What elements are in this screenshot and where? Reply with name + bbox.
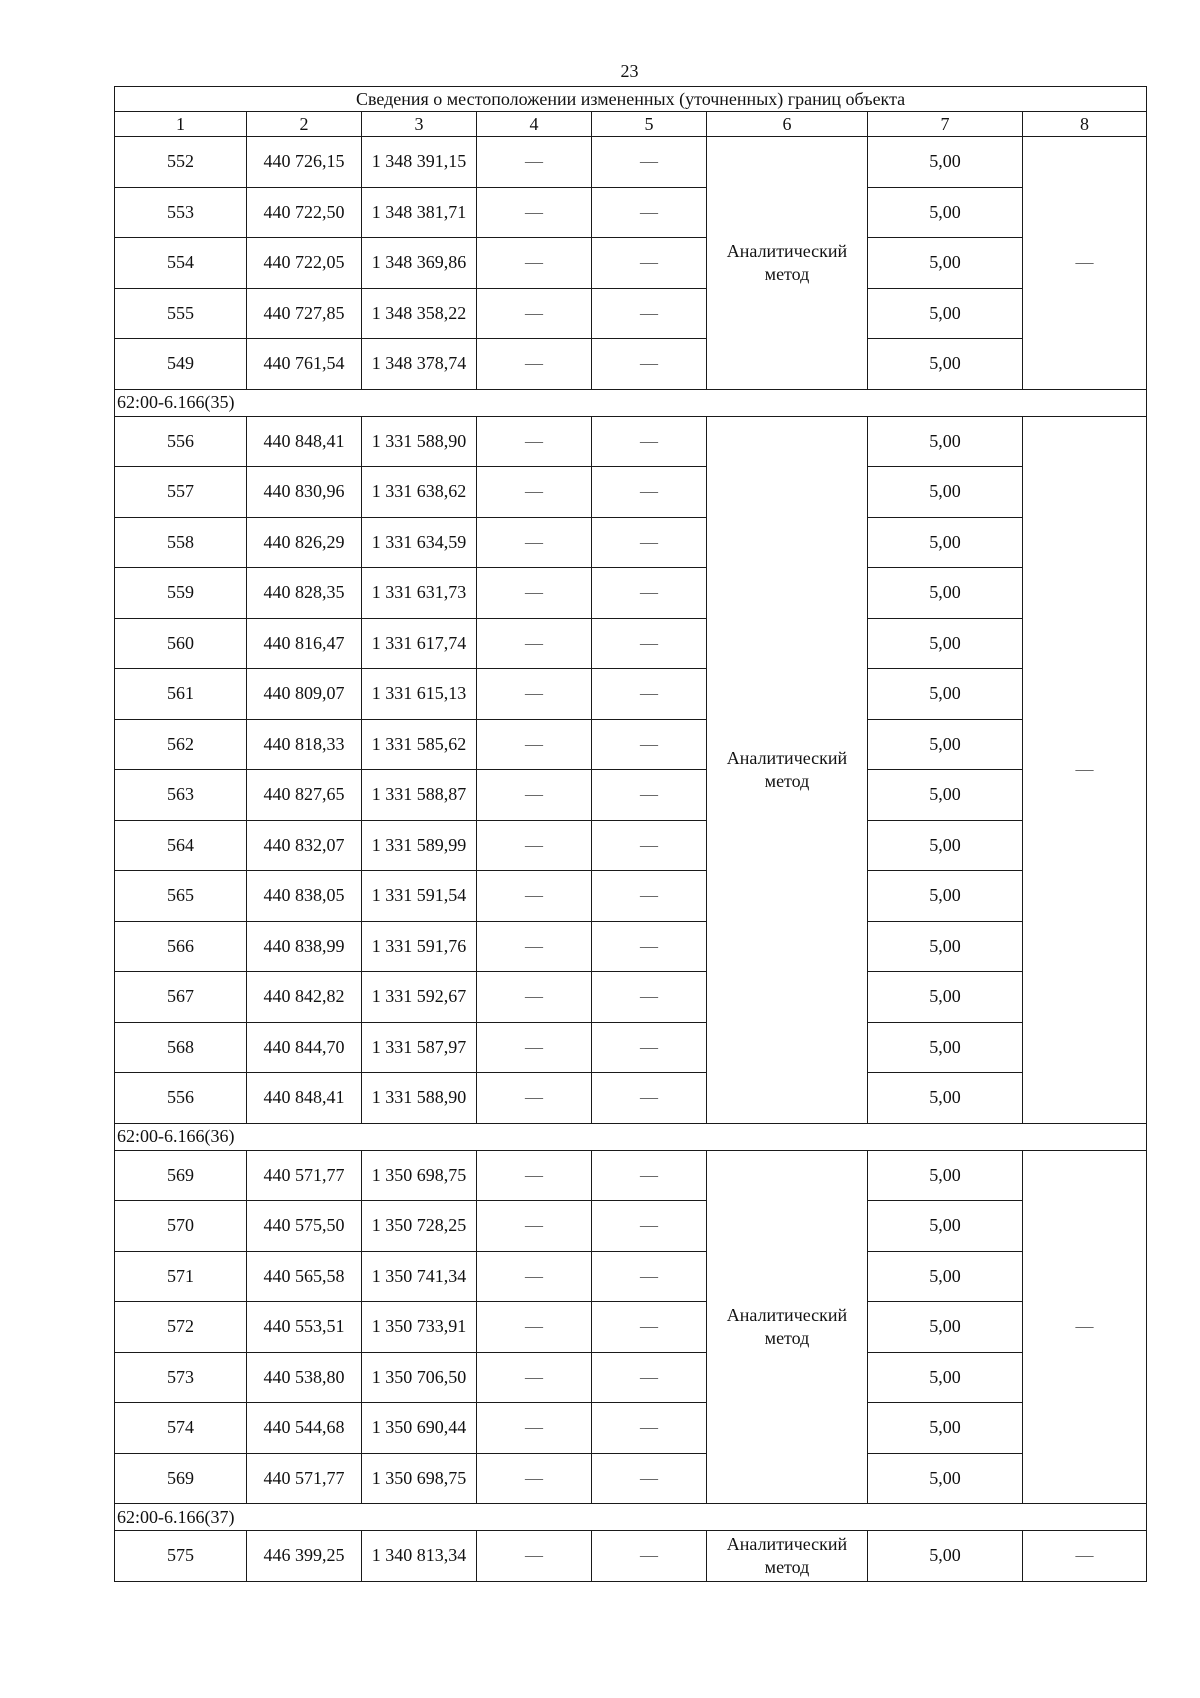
column-5-value: — xyxy=(592,1403,707,1454)
table-row xyxy=(115,1022,1147,1073)
precision-value: 5,00 xyxy=(868,1453,1023,1504)
point-number: 562 xyxy=(115,719,247,770)
column-5-value: — xyxy=(592,1251,707,1302)
column-4-value: — xyxy=(477,719,592,770)
precision-value: 5,00 xyxy=(868,416,1023,467)
coordinate-x: 440 826,29 xyxy=(247,517,362,568)
coordinate-x: 440 565,58 xyxy=(247,1251,362,1302)
table-row xyxy=(115,1251,1147,1302)
point-number: 560 xyxy=(115,618,247,669)
column-number: 7 xyxy=(868,112,1023,137)
precision-value: 5,00 xyxy=(868,288,1023,339)
column-4-value: — xyxy=(477,1073,592,1124)
point-number: 556 xyxy=(115,1073,247,1124)
coordinate-y: 1 331 591,76 xyxy=(362,921,477,972)
table-row xyxy=(115,1453,1147,1504)
point-number: 571 xyxy=(115,1251,247,1302)
coordinate-y: 1 331 638,62 xyxy=(362,467,477,518)
column-4-value: — xyxy=(477,568,592,619)
coordinate-y: 1 331 592,67 xyxy=(362,972,477,1023)
point-number: 549 xyxy=(115,339,247,390)
table-row xyxy=(115,1302,1147,1353)
column-5-value: — xyxy=(592,820,707,871)
coordinate-x: 440 848,41 xyxy=(247,1073,362,1124)
coordinate-x: 440 727,85 xyxy=(247,288,362,339)
precision-value: 5,00 xyxy=(868,618,1023,669)
column-4-value: — xyxy=(477,770,592,821)
table-row xyxy=(115,1403,1147,1454)
column-number: 3 xyxy=(362,112,477,137)
table-row xyxy=(115,972,1147,1023)
coordinate-x: 440 722,05 xyxy=(247,238,362,289)
column-5-value: — xyxy=(592,1531,707,1582)
column-4-value: — xyxy=(477,1150,592,1201)
column-5-value: — xyxy=(592,238,707,289)
precision-value: 5,00 xyxy=(868,1531,1023,1582)
coordinate-y: 1 331 588,87 xyxy=(362,770,477,821)
precision-value: 5,00 xyxy=(868,871,1023,922)
coordinate-y: 1 331 585,62 xyxy=(362,719,477,770)
table-row xyxy=(115,618,1147,669)
precision-value: 5,00 xyxy=(868,517,1023,568)
column-4-value: — xyxy=(477,1022,592,1073)
table-row xyxy=(115,187,1147,238)
group-label-row xyxy=(115,1504,1147,1531)
coordinate-y: 1 348 369,86 xyxy=(362,238,477,289)
column-5-value: — xyxy=(592,137,707,188)
precision-value: 5,00 xyxy=(868,1302,1023,1353)
column-4-value: — xyxy=(477,1302,592,1353)
coordinate-y: 1 350 698,75 xyxy=(362,1150,477,1201)
precision-value: 5,00 xyxy=(868,669,1023,720)
coordinate-x: 440 816,47 xyxy=(247,618,362,669)
coordinate-x: 440 838,99 xyxy=(247,921,362,972)
precision-value: 5,00 xyxy=(868,1150,1023,1201)
table-caption: Сведения о местоположении измененных (уточненных) границ объекта xyxy=(115,87,1147,112)
boundary-coordinates-table xyxy=(114,86,1147,1582)
table-row xyxy=(115,820,1147,871)
point-number: 556 xyxy=(115,416,247,467)
point-number: 573 xyxy=(115,1352,247,1403)
point-number: 575 xyxy=(115,1531,247,1582)
point-number: 558 xyxy=(115,517,247,568)
precision-value: 5,00 xyxy=(868,1201,1023,1252)
column-5-value: — xyxy=(592,288,707,339)
cadastral-group-label: 62:00-6.166(35) xyxy=(115,389,1147,416)
cadastral-group-label: 62:00-6.166(37) xyxy=(115,1504,1147,1531)
point-number: 554 xyxy=(115,238,247,289)
coordinate-y: 1 348 391,15 xyxy=(362,137,477,188)
column-4-value: — xyxy=(477,1403,592,1454)
precision-value: 5,00 xyxy=(868,137,1023,188)
coordinate-y: 1 331 588,90 xyxy=(362,416,477,467)
determination-method: Аналитический метод xyxy=(707,1150,868,1504)
determination-method: Аналитический метод xyxy=(707,1531,868,1582)
precision-value: 5,00 xyxy=(868,1352,1023,1403)
column-8-value: — xyxy=(1023,1150,1147,1504)
column-8-value: — xyxy=(1023,137,1147,390)
column-4-value: — xyxy=(477,921,592,972)
coordinate-x: 440 571,77 xyxy=(247,1150,362,1201)
precision-value: 5,00 xyxy=(868,972,1023,1023)
point-number: 552 xyxy=(115,137,247,188)
coordinate-y: 1 350 706,50 xyxy=(362,1352,477,1403)
precision-value: 5,00 xyxy=(868,820,1023,871)
column-4-value: — xyxy=(477,339,592,390)
column-8-value: — xyxy=(1023,416,1147,1123)
table-row xyxy=(115,339,1147,390)
table-row xyxy=(115,1201,1147,1252)
point-number: 553 xyxy=(115,187,247,238)
table-row xyxy=(115,1150,1147,1201)
point-number: 555 xyxy=(115,288,247,339)
table-row xyxy=(115,467,1147,518)
coordinate-x: 446 399,25 xyxy=(247,1531,362,1582)
point-number: 557 xyxy=(115,467,247,518)
column-5-value: — xyxy=(592,618,707,669)
table-row xyxy=(115,1352,1147,1403)
table-row xyxy=(115,770,1147,821)
coordinate-y: 1 350 741,34 xyxy=(362,1251,477,1302)
coordinate-y: 1 331 617,74 xyxy=(362,618,477,669)
coordinate-x: 440 827,65 xyxy=(247,770,362,821)
column-5-value: — xyxy=(592,416,707,467)
point-number: 561 xyxy=(115,669,247,720)
column-5-value: — xyxy=(592,770,707,821)
coordinate-x: 440 844,70 xyxy=(247,1022,362,1073)
column-5-value: — xyxy=(592,1150,707,1201)
point-number: 569 xyxy=(115,1150,247,1201)
point-number: 569 xyxy=(115,1453,247,1504)
column-8-value: — xyxy=(1023,1531,1147,1582)
column-4-value: — xyxy=(477,416,592,467)
coordinate-x: 440 828,35 xyxy=(247,568,362,619)
determination-method: Аналитический метод xyxy=(707,137,868,390)
precision-value: 5,00 xyxy=(868,921,1023,972)
table-row xyxy=(115,416,1147,467)
table-body xyxy=(115,137,1147,1582)
determination-method: Аналитический метод xyxy=(707,416,868,1123)
precision-value: 5,00 xyxy=(868,1073,1023,1124)
page-number: 23 xyxy=(620,61,639,81)
precision-value: 5,00 xyxy=(868,568,1023,619)
point-number: 568 xyxy=(115,1022,247,1073)
coordinate-x: 440 726,15 xyxy=(247,137,362,188)
coordinate-y: 1 331 587,97 xyxy=(362,1022,477,1073)
table-row xyxy=(115,871,1147,922)
column-number: 6 xyxy=(707,112,868,137)
table-row xyxy=(115,921,1147,972)
column-5-value: — xyxy=(592,1022,707,1073)
coordinate-x: 440 553,51 xyxy=(247,1302,362,1353)
group-label-row xyxy=(115,389,1147,416)
precision-value: 5,00 xyxy=(868,467,1023,518)
coordinate-y: 1 348 381,71 xyxy=(362,187,477,238)
column-5-value: — xyxy=(592,921,707,972)
table-row xyxy=(115,1073,1147,1124)
precision-value: 5,00 xyxy=(868,719,1023,770)
table-row xyxy=(115,137,1147,188)
coordinate-y: 1 331 631,73 xyxy=(362,568,477,619)
precision-value: 5,00 xyxy=(868,238,1023,289)
precision-value: 5,00 xyxy=(868,770,1023,821)
table-row xyxy=(115,288,1147,339)
precision-value: 5,00 xyxy=(868,1022,1023,1073)
column-4-value: — xyxy=(477,1531,592,1582)
column-4-value: — xyxy=(477,137,592,188)
precision-value: 5,00 xyxy=(868,1251,1023,1302)
column-4-value: — xyxy=(477,238,592,289)
column-4-value: — xyxy=(477,972,592,1023)
column-5-value: — xyxy=(592,719,707,770)
column-number: 4 xyxy=(477,112,592,137)
point-number: 572 xyxy=(115,1302,247,1353)
column-5-value: — xyxy=(592,517,707,568)
point-number: 567 xyxy=(115,972,247,1023)
column-5-value: — xyxy=(592,467,707,518)
coordinate-y: 1 331 615,13 xyxy=(362,669,477,720)
table-row xyxy=(115,669,1147,720)
coordinate-x: 440 842,82 xyxy=(247,972,362,1023)
coordinate-y: 1 331 589,99 xyxy=(362,820,477,871)
point-number: 563 xyxy=(115,770,247,821)
column-5-value: — xyxy=(592,871,707,922)
column-number: 2 xyxy=(247,112,362,137)
column-5-value: — xyxy=(592,1453,707,1504)
column-5-value: — xyxy=(592,187,707,238)
coordinate-x: 440 722,50 xyxy=(247,187,362,238)
coordinate-x: 440 818,33 xyxy=(247,719,362,770)
coordinate-x: 440 809,07 xyxy=(247,669,362,720)
coordinate-x: 440 571,77 xyxy=(247,1453,362,1504)
point-number: 565 xyxy=(115,871,247,922)
column-4-value: — xyxy=(477,820,592,871)
column-5-value: — xyxy=(592,339,707,390)
table-row xyxy=(115,1531,1147,1582)
precision-value: 5,00 xyxy=(868,187,1023,238)
coordinate-y: 1 348 378,74 xyxy=(362,339,477,390)
column-5-value: — xyxy=(592,669,707,720)
coordinate-x: 440 575,50 xyxy=(247,1201,362,1252)
coordinate-y: 1 350 733,91 xyxy=(362,1302,477,1353)
column-4-value: — xyxy=(477,467,592,518)
coordinate-x: 440 832,07 xyxy=(247,820,362,871)
coordinate-y: 1 350 690,44 xyxy=(362,1403,477,1454)
column-5-value: — xyxy=(592,568,707,619)
group-label-row xyxy=(115,1123,1147,1150)
column-4-value: — xyxy=(477,669,592,720)
coordinate-y: 1 331 588,90 xyxy=(362,1073,477,1124)
point-number: 564 xyxy=(115,820,247,871)
coordinate-x: 440 538,80 xyxy=(247,1352,362,1403)
table-row xyxy=(115,568,1147,619)
column-4-value: — xyxy=(477,187,592,238)
coordinate-x: 440 830,96 xyxy=(247,467,362,518)
column-4-value: — xyxy=(477,618,592,669)
column-4-value: — xyxy=(477,871,592,922)
table-row xyxy=(115,719,1147,770)
coordinate-x: 440 544,68 xyxy=(247,1403,362,1454)
precision-value: 5,00 xyxy=(868,339,1023,390)
column-4-value: — xyxy=(477,517,592,568)
point-number: 574 xyxy=(115,1403,247,1454)
coordinate-y: 1 348 358,22 xyxy=(362,288,477,339)
coordinate-x: 440 838,05 xyxy=(247,871,362,922)
table-row xyxy=(115,238,1147,289)
column-5-value: — xyxy=(592,1201,707,1252)
point-number: 566 xyxy=(115,921,247,972)
column-4-value: — xyxy=(477,1201,592,1252)
coordinate-y: 1 340 813,34 xyxy=(362,1531,477,1582)
table-row xyxy=(115,517,1147,568)
cadastral-group-label: 62:00-6.166(36) xyxy=(115,1123,1147,1150)
column-number: 1 xyxy=(115,112,247,137)
column-5-value: — xyxy=(592,1352,707,1403)
coordinate-x: 440 761,54 xyxy=(247,339,362,390)
column-5-value: — xyxy=(592,972,707,1023)
column-5-value: — xyxy=(592,1073,707,1124)
coordinate-y: 1 331 634,59 xyxy=(362,517,477,568)
column-4-value: — xyxy=(477,1453,592,1504)
column-5-value: — xyxy=(592,1302,707,1353)
point-number: 559 xyxy=(115,568,247,619)
point-number: 570 xyxy=(115,1201,247,1252)
column-4-value: — xyxy=(477,1352,592,1403)
coordinate-y: 1 331 591,54 xyxy=(362,871,477,922)
coordinate-y: 1 350 728,25 xyxy=(362,1201,477,1252)
column-4-value: — xyxy=(477,1251,592,1302)
coordinate-x: 440 848,41 xyxy=(247,416,362,467)
column-number: 8 xyxy=(1023,112,1147,137)
column-number: 5 xyxy=(592,112,707,137)
precision-value: 5,00 xyxy=(868,1403,1023,1454)
coordinate-y: 1 350 698,75 xyxy=(362,1453,477,1504)
column-4-value: — xyxy=(477,288,592,339)
column-number-row xyxy=(115,112,1147,137)
